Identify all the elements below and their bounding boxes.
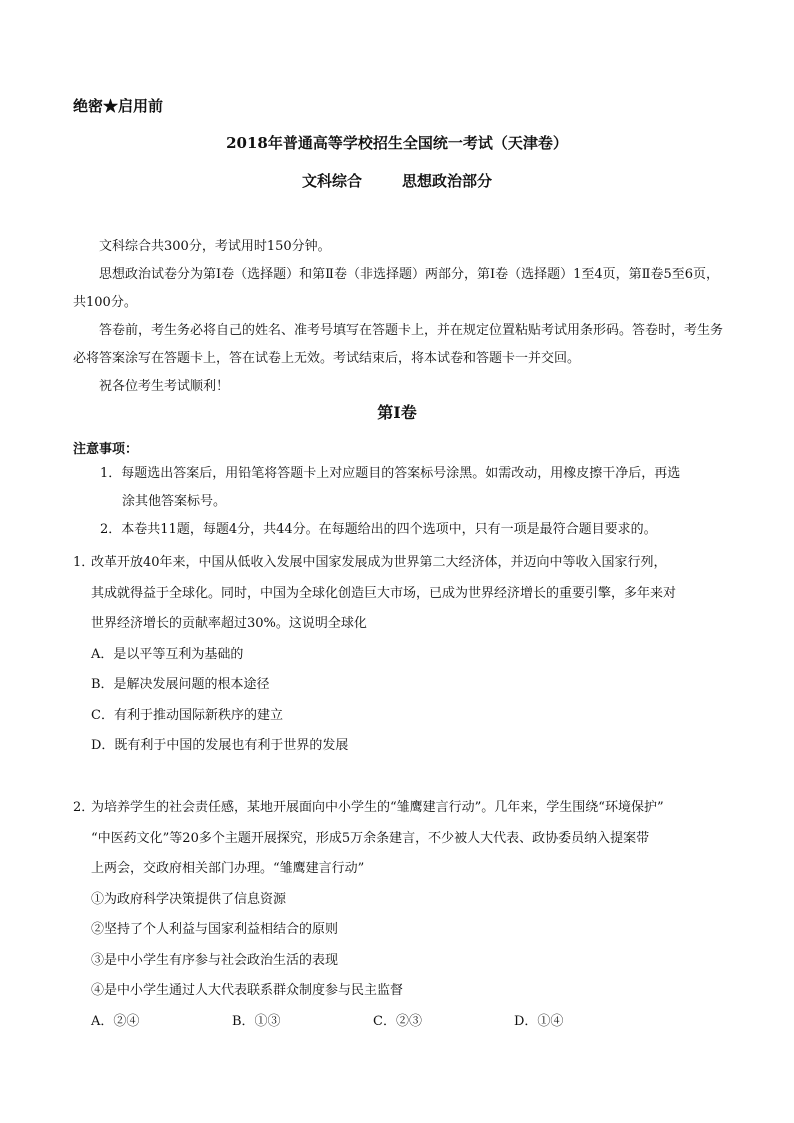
subtitle-subject: 文科综合: [301, 172, 362, 190]
statement-1: ①为政府科学决策提供了信息资源: [91, 891, 287, 907]
note-number: 1．: [100, 466, 122, 481]
statement-3: ③是中小学生有序参与社会政治生活的表现: [91, 952, 339, 968]
exam-subtitle: [0, 170, 794, 191]
question-number: 2．: [73, 800, 95, 815]
stem-line: “中医药文化”等20多个主题开展探究，形成5万余条建言，不少被人大代表、政协委员纳入提案带: [91, 830, 650, 846]
option-d: D．既有利于中国的发展也有利于世界的发展: [91, 738, 349, 753]
option-a: A．是以平等互利为基础的: [91, 646, 244, 662]
option-b: B．是解决发展问题的根本途径: [91, 677, 270, 692]
statement-4: ④是中小学生通过人大代表联系群众制度参与民主监督: [91, 983, 404, 998]
note-item: [100, 460, 725, 488]
option-b: B．①③: [232, 1013, 281, 1029]
confidential-mark: 绝密★启用前: [73, 97, 164, 115]
intro-line: 思想政治试卷分为第Ⅰ卷（选择题）和第Ⅱ卷（非选择题）两部分，第Ⅰ卷（选择题）1至4页，第Ⅱ卷5至6页，共100分。: [73, 267, 720, 310]
question-number: 1．: [73, 555, 95, 570]
question-stem: [73, 793, 733, 824]
intro-line: 祝各位考生考试顺利！: [99, 379, 230, 394]
stem-line: 世界经济增长的贡献率超过30%。这说明全球化: [91, 616, 367, 631]
stem-line: 其成就得益于全球化。同时，中国为全球化创造巨大市场，已成为世界经济增长的重要引擎，多年来对: [91, 585, 677, 601]
option-c: C．有利于推动国际新秩序的建立: [91, 707, 283, 723]
option-d: D．①④: [514, 1013, 564, 1029]
answer-options: [73, 1007, 733, 1038]
intro-line: 文科综合共300分，考试用时150分钟。: [99, 239, 331, 254]
notes-list: [100, 460, 725, 544]
notes-title: 注意事项：: [73, 442, 139, 457]
exam-title: 2018年普通高等学校招生全国统一考试（天津卷）: [226, 134, 568, 152]
note-text: 本卷共11题，每题4分，共44分。在每题给出的四个选项中，只有一项是最符合题目要求的。: [121, 522, 657, 537]
statement-2: ②坚持了个人利益与国家利益相结合的原则: [91, 922, 339, 937]
question-2: [73, 793, 733, 1037]
subtitle-part: 思想政治部分: [402, 172, 493, 190]
stem-line: 改革开放40年来，中国从低收入发展中国家发展成为世界第二大经济体，并迈向中等收入国家行列，: [91, 555, 667, 570]
option-a: A．②④: [91, 1013, 140, 1029]
question-1: [73, 548, 733, 762]
intro-line: 答卷前，考生务必将自己的姓名、准考号填写在答题卡上，并在规定位置粘贴考试用条形码。答卷时，考生务必将答案涂写在答题卡上，答在试卷上无效。考试结束后，将本试卷和答题卡一并交回。: [73, 323, 724, 366]
note-item: [100, 516, 725, 544]
intro-instructions: [73, 233, 723, 401]
stem-line: 为培养学生的社会责任感，某地开展面向中小学生的“雏鹰建言行动”。几年来，学生围绕“环境保护”: [91, 800, 664, 815]
note-item-continued: 涂其他答案标号。: [122, 494, 227, 509]
question-stem: [73, 548, 733, 579]
stem-line: 上两会，交政府相关部门办理。“雏鹰建言行动”: [91, 861, 365, 876]
note-text: 每题选出答案后，用铅笔将答题卡上对应题目的答案标号涂黑。如需改动，用橡皮擦干净后，再选: [121, 466, 681, 481]
note-number: 2．: [100, 522, 122, 537]
section-heading: 第Ⅰ卷: [377, 403, 417, 422]
option-c: C．②③: [373, 1013, 422, 1029]
